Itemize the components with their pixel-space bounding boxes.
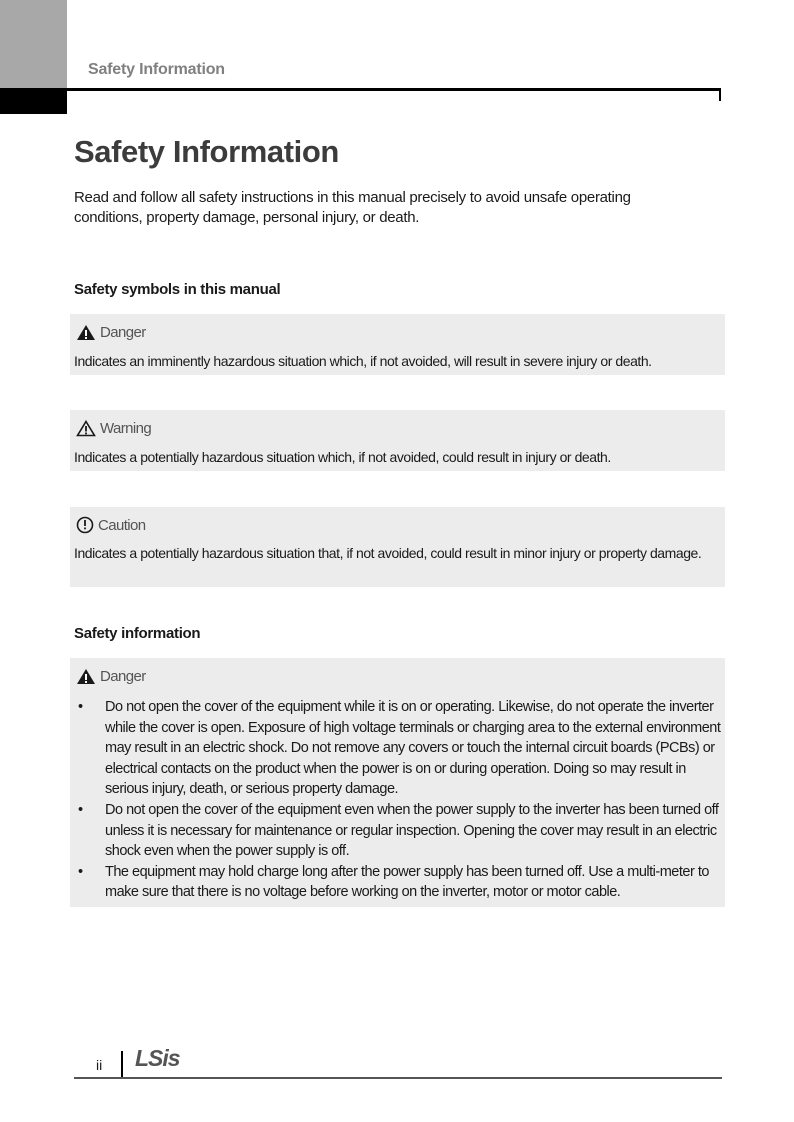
warning-label: Warning: [100, 419, 152, 437]
corner-tab-black: [0, 88, 67, 114]
caution-symbol-box: [70, 507, 725, 587]
info-section-heading: Safety information: [74, 625, 201, 642]
header-rule: [67, 88, 721, 91]
running-header: Safety Information: [88, 61, 225, 78]
safety-danger-box: [70, 658, 725, 907]
footer-divider: [121, 1051, 123, 1078]
caution-label: Caution: [98, 516, 146, 534]
list-item: [74, 862, 722, 903]
danger-triangle-icon: [76, 324, 96, 341]
footer-page-number: ii: [96, 1057, 103, 1073]
safety-bullet-list: [74, 697, 722, 903]
list-item: [74, 697, 722, 800]
intro-paragraph: Read and follow all safety instructions in this manual precisely to avoid unsafe operating conditions, property damage, personal injury, or death.: [74, 189, 631, 226]
footer-rule: [74, 1077, 722, 1079]
symbols-section-heading: Safety symbols in this manual: [74, 281, 281, 298]
corner-tab-gray: [0, 0, 67, 88]
footer-logo: LSis: [135, 1045, 180, 1071]
bullet-dot-icon: •: [78, 699, 83, 715]
list-item: [74, 800, 722, 862]
danger-label: Danger: [100, 323, 146, 341]
warning-description: Indicates a potentially hazardous situation which, if not avoided, could result in injury or death.: [74, 449, 611, 465]
bullet-dot-icon: •: [78, 801, 83, 818]
safety-danger-label: Danger: [100, 667, 146, 685]
danger-triangle-icon: [76, 668, 96, 685]
header-rule-tick: [719, 88, 721, 101]
bullet-text: The equipment may hold charge long after the power supply has been turned off. Use a multi-meter to make sure that there is no voltage before working on the inverter, motor or motor cable.: [105, 863, 709, 901]
danger-symbol-box: [70, 314, 725, 375]
bullet-text: Do not open the cover of the equipment while it is on or operating. Likewise, do not operate the inverter while the cover is open. Exposure of high voltage terminals or charging area to the external environment may result in an electric shock. Do not remove any covers or touch the internal circuit boards (PCBs) or electrical contacts on the product when the power is on or during operation. Doing so may result in serious injury, death, or serious property damage.: [105, 699, 721, 798]
page-title: Safety Information: [74, 134, 339, 169]
caution-circle-icon: [76, 516, 94, 534]
caution-description: Indicates a potentially hazardous situation that, if not avoided, could result in minor injury or property damage.: [74, 545, 702, 561]
safety-danger-label-row: [76, 666, 146, 686]
bullet-dot-icon: •: [78, 863, 83, 880]
caution-label-row: [76, 515, 146, 535]
danger-label-row: [76, 322, 146, 342]
warning-symbol-box: [70, 410, 725, 471]
warning-label-row: [76, 418, 151, 438]
warning-triangle-icon: [76, 420, 96, 437]
danger-description: Indicates an imminently hazardous situation which, if not avoided, will result in severe injury or death.: [74, 353, 652, 369]
bullet-text: Do not open the cover of the equipment even when the power supply to the inverter has been turned off unless it is necessary for maintenance or regular inspection. Opening the cover may result in an electric shock even when the power supply is off.: [105, 801, 719, 860]
